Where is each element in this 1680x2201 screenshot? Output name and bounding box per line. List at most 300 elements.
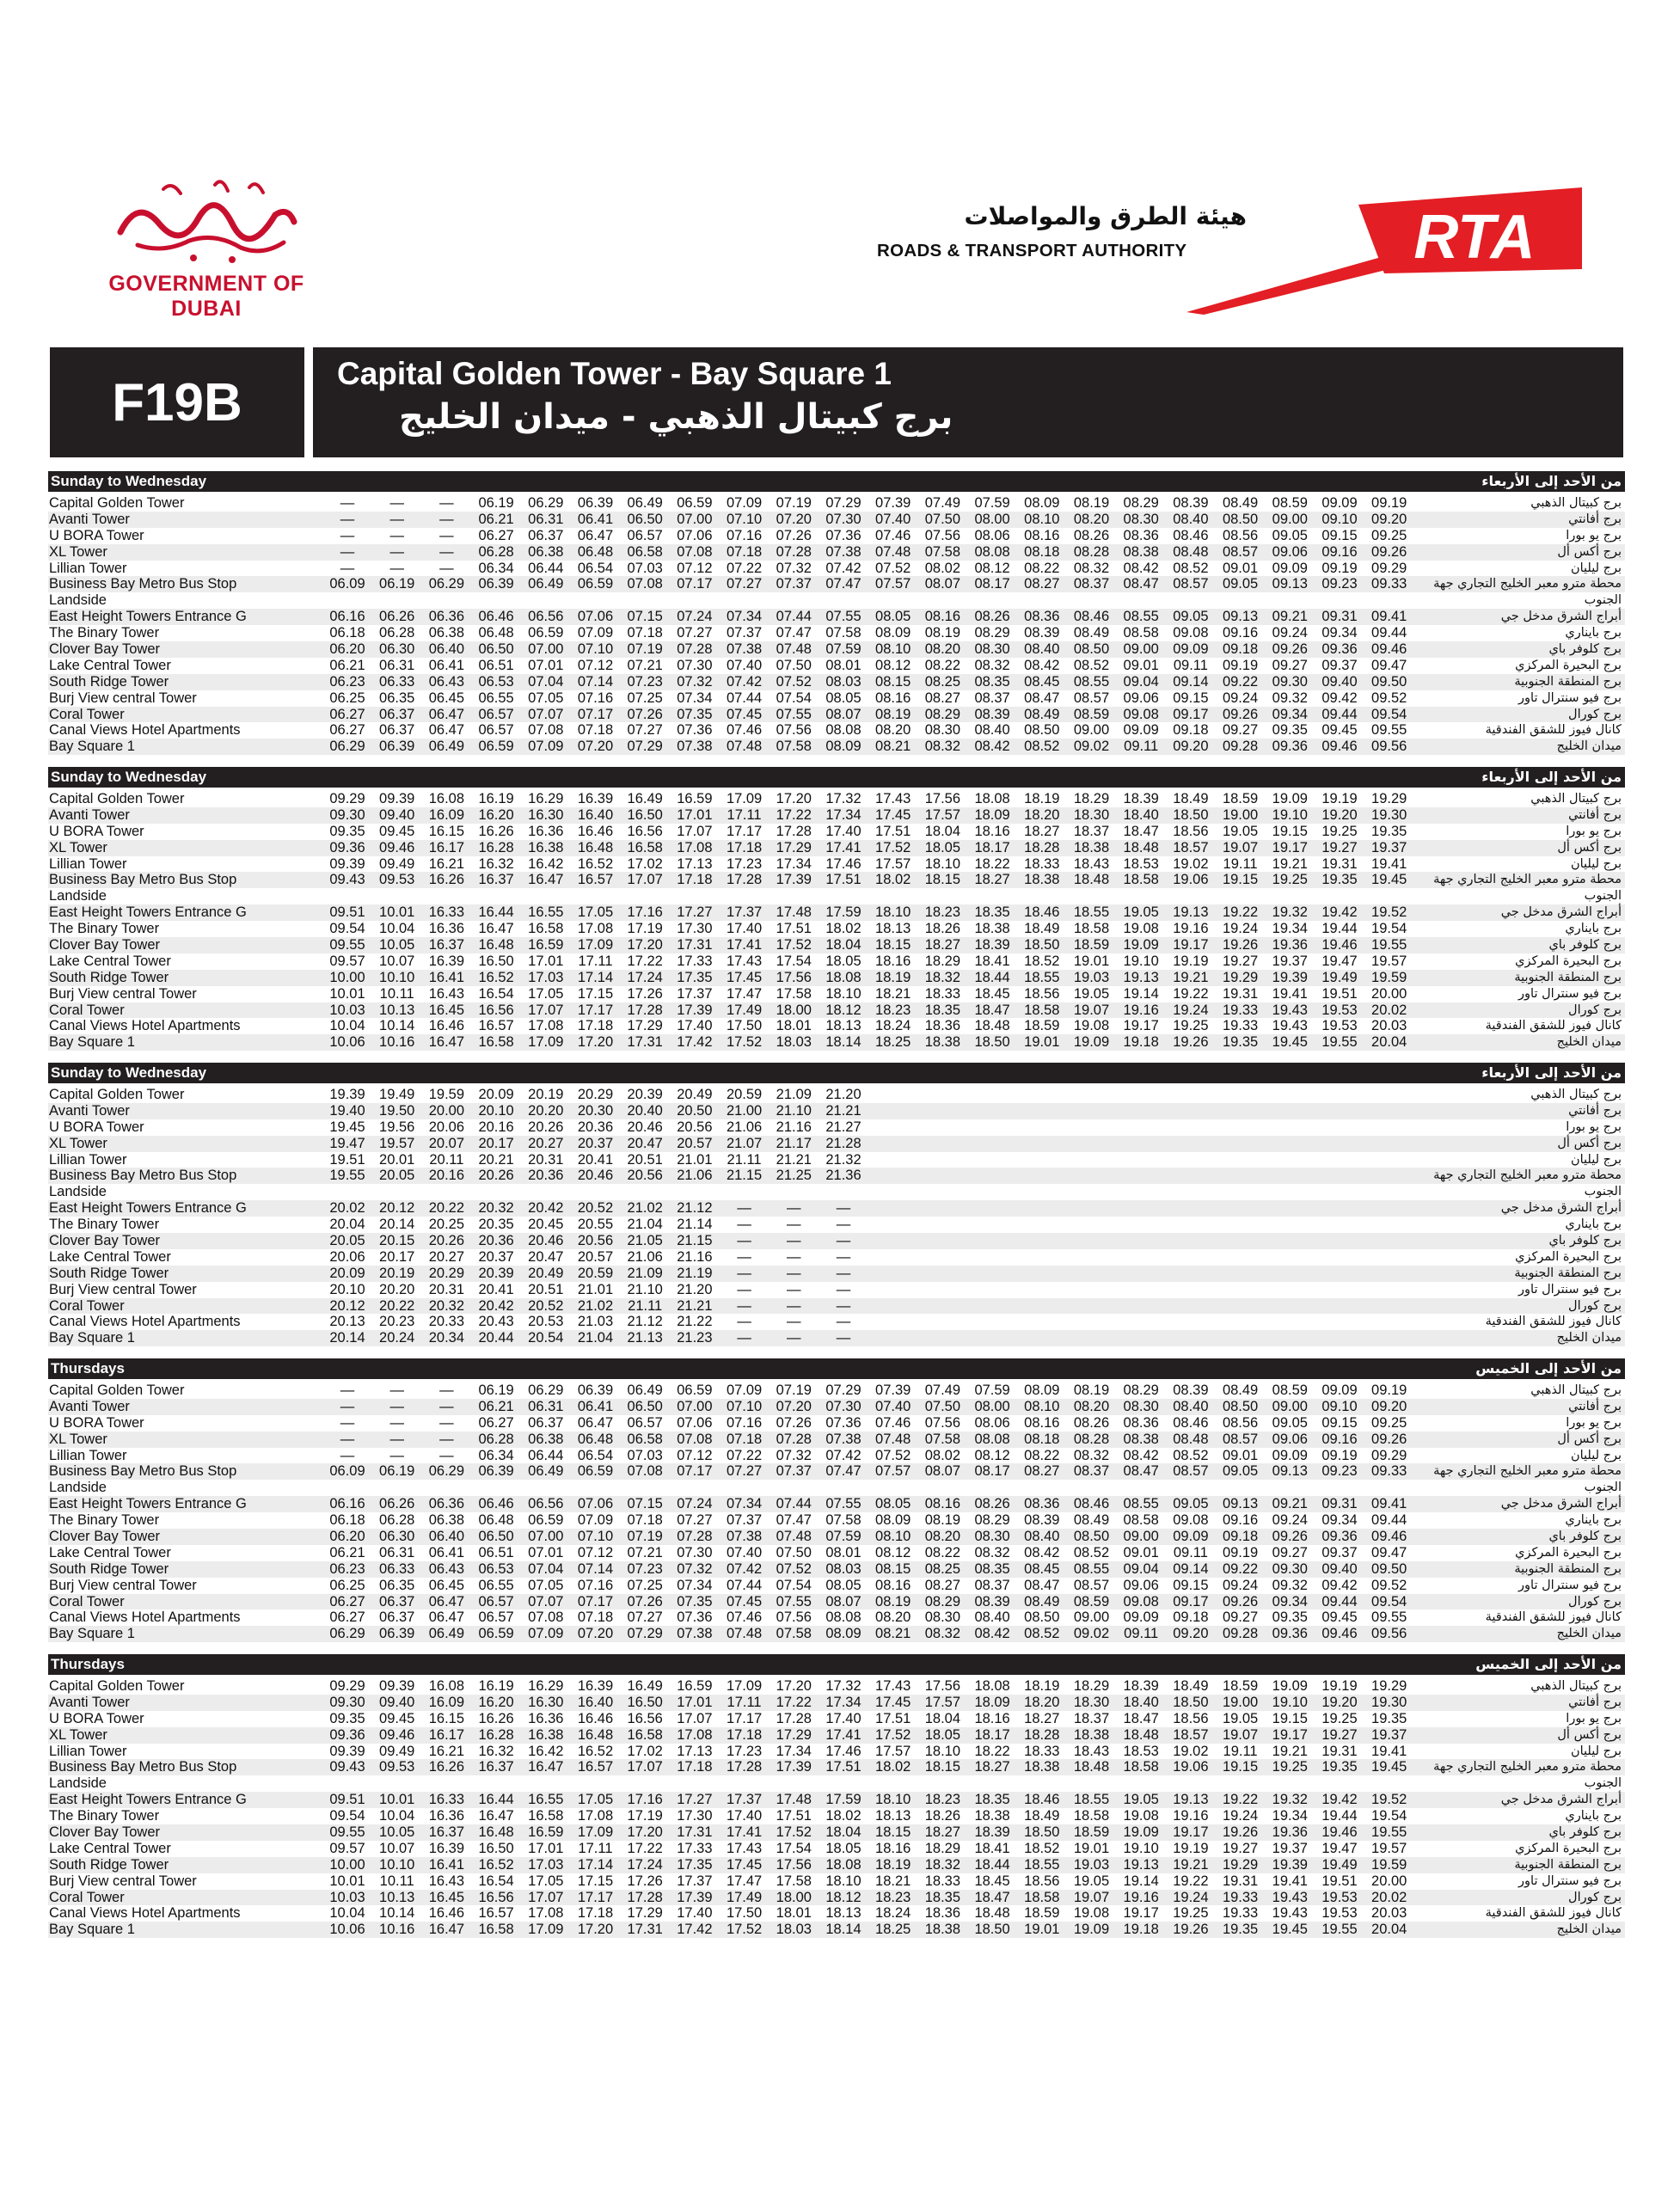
departure-time: 06.41: [428, 657, 465, 673]
departure-time: 16.09: [428, 806, 465, 823]
departure-time: 19.33: [1222, 1905, 1259, 1922]
departure-time: 17.51: [825, 1759, 861, 1775]
departure-time: —: [787, 1314, 801, 1330]
departure-time: 06.50: [478, 1529, 514, 1545]
departure-time: 09.54: [1371, 1593, 1407, 1609]
departure-time: 17.09: [528, 1922, 564, 1938]
departure-time: 08.50: [1222, 511, 1259, 527]
departure-time: 08.20: [924, 1529, 961, 1545]
departure-time: 09.33: [1371, 1463, 1407, 1480]
departure-time: 10.03: [329, 1889, 365, 1905]
departure-time: 07.58: [776, 739, 812, 755]
departure-time: 17.07: [528, 1889, 564, 1905]
departure-time: 18.50: [1173, 1694, 1209, 1710]
departure-time: 19.24: [1173, 1002, 1209, 1018]
departure-time: 19.27: [1321, 1726, 1358, 1743]
departure-time: 18.09: [974, 1694, 1010, 1710]
departure-time: 18.15: [924, 872, 961, 888]
departure-time: 07.38: [677, 739, 713, 755]
departure-time: 09.30: [329, 806, 365, 823]
departure-time: 18.04: [924, 1710, 961, 1726]
departure-time: 07.23: [627, 1560, 663, 1577]
departure-time: 07.27: [677, 1512, 713, 1529]
departure-time: 16.39: [428, 953, 465, 969]
departure-time: 18.50: [974, 1034, 1010, 1051]
route-title-box: [313, 347, 1623, 457]
departure-time: 08.10: [1024, 1398, 1060, 1414]
departure-time: —: [340, 1447, 355, 1463]
departure-time: 17.28: [776, 823, 812, 839]
departure-time: 08.21: [875, 739, 911, 755]
departure-time: 09.11: [1124, 1626, 1159, 1642]
departure-time: 07.14: [577, 1560, 614, 1577]
departure-time: 09.57: [329, 1840, 365, 1856]
departure-time: 08.57: [1073, 690, 1110, 706]
section-rows: [48, 1379, 1625, 1642]
departure-time: —: [439, 1383, 454, 1398]
departure-time: 08.49: [1024, 1593, 1060, 1609]
rta-logo-text: RTA: [1413, 203, 1536, 272]
departure-time: 09.46: [379, 1726, 415, 1743]
departure-time: 09.17: [1173, 706, 1209, 722]
departure-time: 16.40: [577, 1694, 614, 1710]
departure-time: 19.55: [1321, 1922, 1358, 1938]
departure-time: 17.58: [776, 1873, 812, 1889]
departure-time: 09.18: [1173, 1609, 1209, 1626]
departure-time: 08.48: [1173, 543, 1209, 560]
departure-time: 21.07: [726, 1135, 763, 1151]
departure-time: 17.05: [528, 1873, 564, 1889]
departure-time: 06.58: [627, 1431, 663, 1447]
departure-time: 18.16: [875, 953, 911, 969]
stop-name-ar: برج كلوفر باي: [1548, 1825, 1622, 1840]
departure-time: 06.23: [329, 1560, 365, 1577]
section-header: [48, 1358, 1625, 1379]
departure-time: 19.13: [1173, 904, 1209, 921]
departure-time: 08.35: [974, 1560, 1010, 1577]
departure-time: 08.18: [1024, 1431, 1060, 1447]
departure-time: 20.47: [528, 1248, 564, 1265]
departure-time: 07.08: [627, 576, 663, 592]
departure-time: 07.24: [677, 609, 713, 625]
government-of-dubai-logo: [95, 172, 318, 322]
departure-time: 19.34: [1272, 921, 1308, 937]
departure-time: 09.41: [1371, 1496, 1407, 1512]
departure-time: 08.57: [1222, 1431, 1259, 1447]
departure-time: —: [836, 1314, 851, 1330]
departure-time: 18.59: [1222, 791, 1259, 806]
departure-time: 09.39: [329, 855, 365, 872]
departure-time: 06.29: [428, 1463, 465, 1480]
departure-time: 17.45: [726, 969, 763, 985]
departure-time: 17.14: [577, 969, 614, 985]
departure-time: 06.37: [379, 1593, 415, 1609]
stop-name-ar: كانال فيوز للشقق الفندقية: [1485, 1315, 1622, 1329]
stop-name-en: U BORA Tower: [49, 1119, 144, 1135]
departure-time: 18.05: [924, 839, 961, 855]
departure-time: 19.49: [1321, 1856, 1358, 1873]
departure-time: 10.11: [379, 985, 414, 1002]
departure-time: 19.51: [329, 1151, 365, 1168]
departure-time: 08.59: [1272, 495, 1308, 511]
departure-time: —: [389, 1398, 404, 1414]
departure-time: 16.20: [478, 1694, 514, 1710]
departure-time: 06.59: [577, 576, 614, 592]
departure-time: 20.04: [1371, 1922, 1407, 1938]
departure-time: 09.27: [1272, 1544, 1308, 1560]
departure-time: 09.09: [1173, 1529, 1209, 1545]
departure-time: 16.52: [577, 1743, 614, 1759]
departure-time: 09.49: [379, 855, 415, 872]
departure-time: 10.07: [379, 953, 415, 969]
departure-time: 20.47: [627, 1135, 663, 1151]
departure-time: 18.58: [1123, 872, 1159, 888]
departure-time: 09.26: [1272, 1529, 1308, 1545]
departure-time: 08.08: [974, 1431, 1010, 1447]
departure-time: 06.29: [329, 739, 365, 755]
departure-time: —: [737, 1200, 751, 1217]
departure-time: 17.22: [776, 806, 812, 823]
departure-time: 07.59: [974, 495, 1010, 511]
departure-time: 20.10: [478, 1102, 514, 1119]
departure-time: —: [787, 1297, 801, 1314]
departure-time: 20.49: [528, 1265, 564, 1281]
departure-time: 16.52: [577, 855, 614, 872]
departure-time: 07.59: [825, 1529, 861, 1545]
departure-time: 18.46: [1024, 1792, 1060, 1808]
departure-time: 19.02: [1173, 855, 1209, 872]
table-row: [48, 528, 1625, 544]
departure-time: —: [389, 511, 404, 527]
departure-time: 19.47: [329, 1135, 365, 1151]
departure-time: 16.58: [478, 1922, 514, 1938]
departure-time: 16.36: [428, 921, 465, 937]
schedule-section: [48, 1358, 1625, 1642]
departure-time: 08.32: [974, 1544, 1010, 1560]
stop-name-en: Clover Bay Tower: [49, 937, 160, 953]
departure-time: 09.46: [1371, 641, 1407, 658]
departure-time: 18.01: [776, 1905, 812, 1922]
departure-time: 07.26: [776, 527, 812, 543]
departure-time: 09.00: [1073, 722, 1110, 739]
departure-time: 06.29: [528, 495, 564, 511]
departure-time: 07.10: [577, 1529, 614, 1545]
departure-time: 09.29: [1371, 560, 1407, 576]
stop-name-en: Canal Views Hotel Apartments: [49, 722, 241, 739]
departure-time: 17.18: [677, 872, 713, 888]
departure-time: 18.23: [924, 904, 961, 921]
table-row: [48, 1432, 1625, 1448]
departure-time: 17.02: [627, 855, 663, 872]
departure-time: 18.28: [1024, 839, 1060, 855]
departure-time: 17.20: [577, 1922, 614, 1938]
departure-time: 19.24: [1222, 921, 1259, 937]
departure-time: 09.39: [379, 1678, 415, 1694]
departure-time: 19.27: [1321, 839, 1358, 855]
departure-time: —: [439, 1431, 454, 1447]
departure-time: —: [439, 560, 454, 576]
departure-time: 18.57: [1173, 839, 1209, 855]
departure-time: 17.28: [627, 1002, 663, 1018]
departure-time: 20.17: [478, 1135, 514, 1151]
departure-time: 19.43: [1272, 1018, 1308, 1034]
departure-time: 18.10: [825, 1873, 861, 1889]
departure-time: 06.39: [478, 1463, 514, 1480]
departure-time: 20.53: [528, 1314, 564, 1330]
departure-time: 17.57: [875, 1743, 911, 1759]
departure-time: 09.29: [329, 1678, 365, 1694]
departure-time: 06.28: [478, 1431, 514, 1447]
departure-time: 19.26: [1173, 1922, 1209, 1938]
departure-time: 07.35: [677, 706, 713, 722]
departure-time: 16.46: [577, 823, 614, 839]
stop-name-ar: برج كبيتال الذهبي: [1530, 1679, 1622, 1693]
departure-time: 08.42: [1123, 560, 1159, 576]
stop-name-ar: كانال فيوز للشقق الفندقية: [1485, 1019, 1622, 1033]
departure-time: 17.15: [577, 985, 614, 1002]
departure-time: 08.03: [825, 673, 861, 690]
departure-time: 17.24: [627, 1856, 663, 1873]
stop-name-ar: برج ليليان: [1570, 856, 1622, 871]
departure-time: 17.30: [677, 1808, 713, 1824]
section-days-ar: من الأحد إلى الأربعاء: [1481, 473, 1622, 489]
departure-time: 16.50: [627, 806, 663, 823]
departure-time: 18.56: [1173, 1710, 1209, 1726]
departure-time: 18.38: [1024, 872, 1060, 888]
stop-name-ar: برج بايناري: [1565, 626, 1622, 641]
departure-time: 07.25: [627, 690, 663, 706]
departure-time: 08.47: [1123, 576, 1159, 592]
departure-time: 06.47: [428, 1593, 465, 1609]
departure-time: 06.50: [627, 1398, 663, 1414]
departure-time: 06.36: [428, 1496, 465, 1512]
departure-time: 17.40: [825, 1710, 861, 1726]
departure-time: 08.09: [825, 1626, 861, 1642]
departure-time: 19.15: [1222, 872, 1259, 888]
departure-time: 07.08: [677, 543, 713, 560]
departure-time: 19.53: [1321, 1002, 1358, 1018]
departure-time: 09.43: [329, 1759, 365, 1775]
departure-time: 09.01: [1222, 1447, 1259, 1463]
departure-time: 18.52: [1024, 1840, 1060, 1856]
departure-time: 09.50: [1371, 673, 1407, 690]
departure-time: 08.05: [825, 1577, 861, 1593]
departure-time: 07.48: [875, 1431, 911, 1447]
departure-time: 20.16: [478, 1119, 514, 1135]
departure-time: 16.49: [627, 791, 663, 806]
departure-time: 17.08: [577, 921, 614, 937]
stop-name-ar: برج المنطقة الجنوبية: [1514, 1561, 1622, 1576]
departure-time: 08.19: [1073, 1383, 1110, 1398]
departure-time: 07.48: [875, 543, 911, 560]
stop-name-ar: برج بايناري: [1565, 1217, 1622, 1232]
departure-time: 06.38: [528, 1431, 564, 1447]
departure-time: 20.42: [528, 1200, 564, 1217]
departure-time: 07.27: [677, 625, 713, 641]
departure-time: 07.46: [726, 1609, 763, 1626]
departure-time: 17.34: [825, 1694, 861, 1710]
table-row: [48, 1857, 1625, 1873]
departure-time: 19.07: [1222, 1726, 1259, 1743]
departure-time: 21.17: [776, 1135, 812, 1151]
departure-time: 17.47: [726, 985, 763, 1002]
departure-time: 19.41: [1272, 985, 1308, 1002]
departure-time: —: [340, 527, 355, 543]
departure-time: 21.15: [726, 1168, 763, 1184]
table-row: [48, 512, 1625, 528]
table-row: [48, 1314, 1625, 1330]
departure-time: —: [836, 1330, 851, 1346]
departure-time: 06.33: [379, 1560, 415, 1577]
departure-time: 07.48: [776, 1529, 812, 1545]
table-row-continuation: [48, 1775, 1625, 1792]
departure-time: 09.43: [329, 872, 365, 888]
departure-time: 19.35: [1321, 872, 1358, 888]
departure-time: 09.14: [1173, 673, 1209, 690]
departure-time: 07.40: [875, 1398, 911, 1414]
departure-time: 09.30: [1272, 1560, 1308, 1577]
departure-time: 06.59: [577, 1463, 614, 1480]
departure-time: 17.39: [677, 1889, 713, 1905]
departure-time: 18.47: [974, 1002, 1010, 1018]
departure-time: 09.35: [329, 1710, 365, 1726]
departure-time: 08.50: [1024, 722, 1060, 739]
departure-time: 08.45: [1024, 1560, 1060, 1577]
departure-time: 17.33: [677, 953, 713, 969]
departure-time: 18.39: [974, 937, 1010, 953]
departure-time: 09.55: [329, 1824, 365, 1841]
departure-time: 08.25: [924, 1560, 961, 1577]
departure-time: 08.38: [1123, 1431, 1159, 1447]
departure-time: 06.39: [478, 576, 514, 592]
departure-time: 17.39: [677, 1002, 713, 1018]
departure-time: 08.20: [875, 1609, 911, 1626]
departure-time: 17.08: [677, 839, 713, 855]
departure-time: 20.03: [1371, 1018, 1407, 1034]
departure-time: 16.21: [428, 855, 465, 872]
departure-time: 19.05: [1123, 904, 1159, 921]
departure-time: —: [340, 543, 355, 560]
stop-name-ar: برج أفانتي: [1568, 1399, 1622, 1413]
departure-time: 18.02: [875, 872, 911, 888]
stop-name-ar: كانال فيوز للشقق الفندقية: [1485, 1906, 1622, 1921]
departure-time: 17.59: [825, 1792, 861, 1808]
stop-name-ar: برج أكس أل: [1557, 544, 1622, 559]
departure-time: 18.21: [875, 1873, 911, 1889]
departure-time: 07.38: [825, 543, 861, 560]
departure-time: 16.08: [428, 1678, 465, 1694]
departure-time: 07.18: [726, 543, 763, 560]
section-header: [48, 471, 1625, 492]
departure-time: 21.00: [726, 1102, 763, 1119]
stop-name-ar: برج أكس أل: [1557, 1432, 1622, 1446]
departure-time: 18.41: [974, 953, 1010, 969]
departure-time: 19.21: [1173, 969, 1209, 985]
departure-time: 18.17: [974, 839, 1010, 855]
departure-time: 19.41: [1272, 1873, 1308, 1889]
route-number: F19B: [50, 347, 304, 457]
departure-time: 09.27: [1222, 1609, 1259, 1626]
departure-time: 17.35: [677, 1856, 713, 1873]
departure-time: 06.18: [329, 1512, 365, 1529]
departure-time: 17.17: [577, 1889, 614, 1905]
departure-time: 20.07: [428, 1135, 465, 1151]
departure-time: 09.02: [1073, 739, 1110, 755]
departure-time: 07.16: [577, 1577, 614, 1593]
departure-time: 07.54: [776, 1577, 812, 1593]
table-row: [48, 1905, 1625, 1922]
departure-time: 08.36: [1123, 1414, 1159, 1431]
departure-time: 06.50: [627, 511, 663, 527]
section-days-ar: من الأحد إلى الخميس: [1475, 1656, 1622, 1672]
departure-time: 17.09: [577, 937, 614, 953]
departure-time: 06.29: [329, 1626, 365, 1642]
departure-time: 10.05: [379, 1824, 415, 1841]
departure-time: 10.10: [379, 1856, 415, 1873]
stop-name-en: Bay Square 1: [49, 1922, 135, 1938]
departure-time: 06.57: [627, 1414, 663, 1431]
departure-time: 07.17: [677, 1463, 713, 1480]
departure-time: 06.33: [379, 673, 415, 690]
departure-time: 08.57: [1173, 576, 1209, 592]
departure-time: 08.32: [1073, 560, 1110, 576]
departure-time: 17.27: [677, 1792, 713, 1808]
table-row: [48, 807, 1625, 824]
departure-time: 18.48: [974, 1018, 1010, 1034]
departure-time: 18.20: [1024, 806, 1060, 823]
departure-time: 09.46: [379, 839, 415, 855]
departure-time: 06.18: [329, 625, 365, 641]
stop-name-en: Lake Central Tower: [49, 657, 171, 673]
departure-time: 08.20: [924, 641, 961, 658]
departure-time: 09.16: [1321, 1431, 1358, 1447]
departure-time: 08.42: [1024, 1544, 1060, 1560]
departure-time: 18.40: [1123, 806, 1159, 823]
table-row: [48, 1330, 1625, 1346]
departure-time: 16.28: [478, 839, 514, 855]
departure-time: 16.19: [478, 791, 514, 806]
departure-time: 19.51: [1321, 985, 1358, 1002]
departure-time: 17.11: [727, 806, 762, 823]
departure-time: 20.04: [1371, 1034, 1407, 1051]
departure-time: 19.26: [1222, 1824, 1259, 1841]
table-row: [48, 1383, 1625, 1399]
departure-time: 18.39: [1123, 1678, 1159, 1694]
departure-time: 09.18: [1222, 641, 1259, 658]
departure-time: 08.02: [924, 1447, 961, 1463]
departure-time: —: [737, 1297, 751, 1314]
departure-time: 07.59: [825, 641, 861, 658]
departure-time: 09.36: [329, 1726, 365, 1743]
stop-name-en: The Binary Tower: [49, 1808, 160, 1824]
departure-time: 09.54: [329, 1808, 365, 1824]
departure-time: 09.19: [1371, 1383, 1407, 1398]
departure-time: 08.40: [974, 1609, 1010, 1626]
stop-name-en: Bay Square 1: [49, 1626, 135, 1642]
departure-time: 10.16: [379, 1922, 415, 1938]
departure-time: 19.46: [1321, 1824, 1358, 1841]
departure-time: 18.38: [924, 1034, 961, 1051]
departure-time: 07.03: [627, 560, 663, 576]
departure-time: 21.10: [627, 1281, 663, 1297]
departure-time: 19.05: [1222, 1710, 1259, 1726]
stop-name-ar: برج البحيرة المركزي: [1515, 658, 1622, 672]
stop-name-en: Coral Tower: [49, 1889, 125, 1905]
stop-name-en: Coral Tower: [49, 1002, 125, 1018]
departure-time: —: [836, 1297, 851, 1314]
departure-time: 07.34: [677, 1577, 713, 1593]
departure-time: 21.27: [825, 1119, 861, 1135]
